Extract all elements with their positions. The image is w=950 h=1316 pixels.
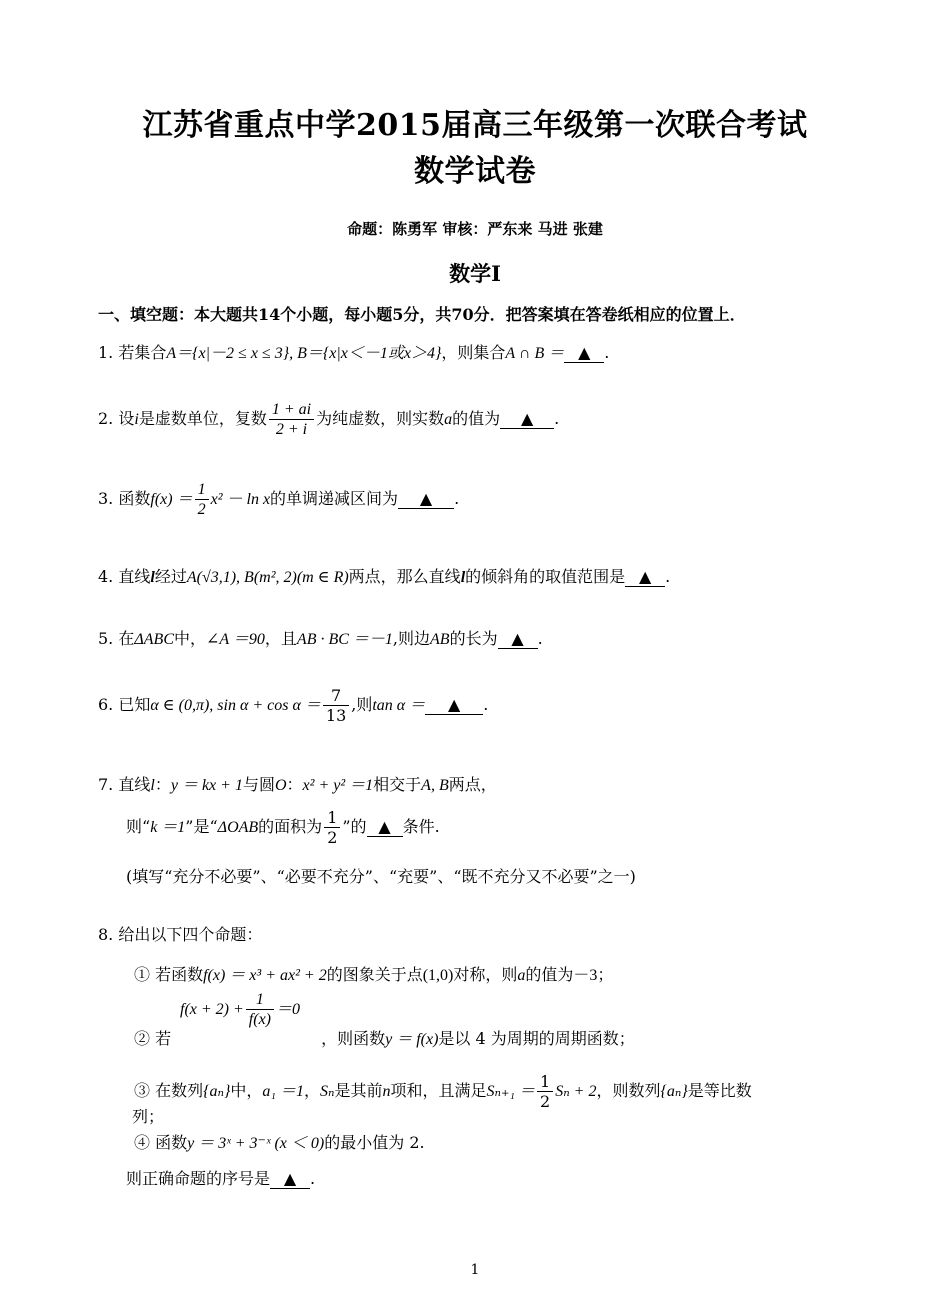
math-expr: Sₙ₊₁ ＝ [486, 1083, 535, 1101]
question-text: ； [597, 965, 614, 984]
question-text: ，则函数 [321, 1029, 386, 1048]
question-text: 两点， [448, 775, 497, 794]
math-expr: y ＝ f(x) [385, 1031, 439, 1048]
question-text: ,则 [351, 695, 373, 715]
answer-blank: ▲ [625, 568, 665, 587]
math-expr: Sₙ [319, 1083, 335, 1101]
question-6 [98, 686, 488, 725]
question-2 [98, 400, 559, 439]
math-expr: A(√3,1), B(m², 2)(m ∈ R) [186, 569, 349, 586]
question-text: 是虚数单位，复数 [138, 409, 267, 429]
math-var: AB [430, 631, 450, 648]
question-text: 条件. [402, 817, 440, 837]
math-expr: y ＝ kx + 1 [170, 777, 243, 794]
question-1 [98, 340, 609, 363]
question-7-line2 [126, 808, 440, 847]
math-var: a [517, 967, 526, 984]
math-expr: (1,0) [422, 967, 454, 984]
math-expr: k ＝1 [150, 819, 186, 837]
proposition-1 [134, 962, 613, 985]
question-text: ④ 函数 [134, 1133, 188, 1152]
question-4 [98, 564, 670, 587]
question-text: 的最小值为 2. [324, 1133, 425, 1152]
math-expr: A, B [421, 777, 449, 794]
question-text: ，则集合 [441, 343, 506, 362]
math-expr: {aₙ} [203, 1083, 231, 1101]
question-text: 的面积为 [258, 817, 323, 837]
question-text: 若集合 [118, 343, 167, 362]
exam-subject-title: 数学试卷 [414, 154, 536, 189]
question-text: 的值为 [525, 965, 574, 984]
math-expr: α ∈ (0,π), sin α + cos α ＝ [150, 697, 321, 715]
question-text: ， [303, 1081, 320, 1101]
fraction-numerator: 1 + ai [269, 400, 314, 420]
math-expr: a₁ ＝1 [262, 1083, 304, 1101]
fraction [246, 990, 274, 1029]
math-expr: x² + y² ＝1 [302, 777, 374, 794]
question-text: . [454, 489, 460, 509]
question-text: . [537, 629, 543, 648]
fraction-denominator: 2 [327, 828, 338, 848]
question-text: . [604, 343, 610, 362]
fraction-denominator: 2 + i [275, 421, 308, 439]
fraction-denominator: 13 [325, 706, 347, 726]
authors-line: 命题：陈勇军 审核：严东来 马进 张建 [347, 220, 603, 238]
question-text: ： [154, 775, 171, 794]
question-text: 的单调递减区间为 [270, 489, 399, 509]
proposition-4 [134, 1130, 425, 1153]
question-7-note: (填写“充分不必要”、“必要不充分”、“充要”、“既不充分又不必要”之一) [126, 867, 636, 886]
fraction [269, 400, 314, 439]
fraction [323, 686, 349, 725]
question-text: 中， [230, 1081, 263, 1101]
question-text: 直线 [118, 567, 151, 586]
question-text: ，则数列 [596, 1081, 661, 1101]
question-text: ”是“ [185, 817, 218, 837]
math-expr: {aₙ} [660, 1083, 688, 1101]
question-text: ② 若 [134, 1029, 172, 1048]
math-expr: f(x) ＝ x³ + ax² + 2 [203, 967, 327, 984]
math-expr: f(x) ＝ [150, 491, 193, 509]
question-text: ，且 [264, 629, 297, 648]
question-number: 7. [98, 775, 114, 794]
fraction-numerator: 1 [537, 1072, 553, 1092]
math-var: a [444, 411, 453, 429]
answer-blank: ▲ [367, 818, 403, 837]
fraction [537, 1072, 553, 1111]
question-text: 已知 [118, 695, 151, 715]
math-expr: A＝{x|－2 ≤ x ≤ 3}, B＝{x|x＜－1或x＞4} [166, 345, 442, 362]
question-text: . [483, 695, 489, 715]
proposition-2-formula [180, 990, 300, 1029]
question-number: 3. [98, 489, 114, 509]
question-text: ③ 在数列 [134, 1081, 204, 1101]
section-heading: 一、填空题：本大题共14个小题，每小题5分，共70分．把答案填在答卷纸相应的位置上． [98, 305, 746, 324]
math-expr: ΔABC [134, 631, 174, 648]
question-text: ： [286, 775, 303, 794]
math-expr: y ＝ 3ˣ + 3⁻ˣ (x ＜ 0) [187, 1135, 325, 1152]
math-expr: tan α ＝ [372, 697, 426, 715]
question-text: 是其前 [334, 1081, 383, 1101]
answer-blank: ▲ [498, 630, 538, 649]
math-var: i [134, 411, 139, 429]
math-expr: A ∩ B ＝ [505, 345, 565, 362]
question-text: 为纯虚数，则实数 [316, 409, 445, 429]
math-expr: AB · BC ＝－1 [296, 631, 393, 648]
question-text: 设 [118, 409, 135, 429]
section-title: 数学Ⅰ [449, 261, 501, 286]
answer-blank: ▲ [500, 410, 554, 429]
question-number: 4. [98, 567, 114, 586]
question-text: 在 [118, 629, 135, 648]
math-var: n [382, 1083, 391, 1101]
answer-blank: ▲ [398, 490, 454, 509]
fraction [324, 808, 340, 847]
question-text: 直线 [118, 775, 151, 794]
math-expr: －3 [573, 967, 598, 984]
fraction-numerator: 1 [246, 990, 274, 1010]
proposition-3 [134, 1072, 752, 1111]
question-text: 的长为 [449, 629, 498, 648]
question-number: 2. [98, 409, 114, 429]
question-3 [98, 480, 459, 519]
fraction-numerator: 1 [195, 480, 209, 500]
question-5 [98, 626, 543, 649]
math-expr: ΔOAB [217, 819, 259, 837]
question-text: ,则边 [392, 629, 431, 648]
math-expr: Sₙ + 2 [555, 1083, 597, 1101]
question-text: 则正确命题的序号是 [126, 1169, 271, 1188]
fraction-numerator: 1 [324, 808, 340, 828]
question-text: 与圆 [242, 775, 275, 794]
question-8: 8. 给出以下四个命题： [98, 925, 263, 944]
answer-blank: ▲ [270, 1170, 310, 1189]
fraction-denominator: 2 [197, 501, 206, 519]
question-number: 6. [98, 695, 114, 715]
question-text: 经过 [154, 567, 187, 586]
question-text: 的倾斜角的取值范围是 [465, 567, 626, 586]
question-text: . [665, 567, 671, 586]
question-number: 1. [98, 343, 114, 362]
fraction-denominator: f(x) [248, 1011, 271, 1029]
math-expr: ∠A ＝90 [206, 631, 265, 648]
question-text: 中， [173, 629, 206, 648]
question-text: 对称，则 [453, 965, 518, 984]
page-number: 1 [470, 1262, 480, 1278]
proposition-2 [134, 1026, 635, 1049]
question-text: 的值为 [452, 409, 501, 429]
proposition-3-wrap: 列； [132, 1107, 165, 1126]
fraction-denominator: 2 [540, 1092, 551, 1112]
question-text: 函数 [118, 489, 151, 509]
fraction-numerator: 7 [323, 686, 349, 706]
answer-blank: ▲ [564, 344, 604, 363]
math-var: l [150, 569, 155, 586]
question-text: . [554, 409, 560, 429]
math-expr: ＝0 [276, 1001, 301, 1019]
question-number: 5. [98, 629, 114, 648]
question-text: ① 若函数 [134, 965, 204, 984]
question-8-final [126, 1166, 315, 1189]
math-var: l [150, 777, 155, 794]
math-var: O [274, 777, 287, 794]
math-expr: f(x + 2) + [180, 1001, 244, 1019]
math-var: l [460, 569, 466, 586]
question-text: 两点，那么直线 [348, 567, 461, 586]
question-text: 则“ [126, 817, 151, 837]
question-text: 相交于 [373, 775, 422, 794]
question-text: 是等比数 [687, 1081, 752, 1101]
exam-title: 江苏省重点中学2015届高三年级第一次联合考试 [142, 108, 808, 143]
question-text: 是以 4 为周期的周期函数； [438, 1029, 635, 1048]
answer-blank: ▲ [425, 696, 483, 715]
question-text: . [310, 1169, 316, 1188]
fraction [195, 480, 209, 519]
question-text: ”的 [342, 817, 367, 837]
math-expr: x² － ln x [210, 491, 271, 509]
question-7 [98, 772, 497, 795]
question-text: 项和，且满足 [390, 1081, 487, 1101]
question-text: 的图象关于点 [326, 965, 423, 984]
